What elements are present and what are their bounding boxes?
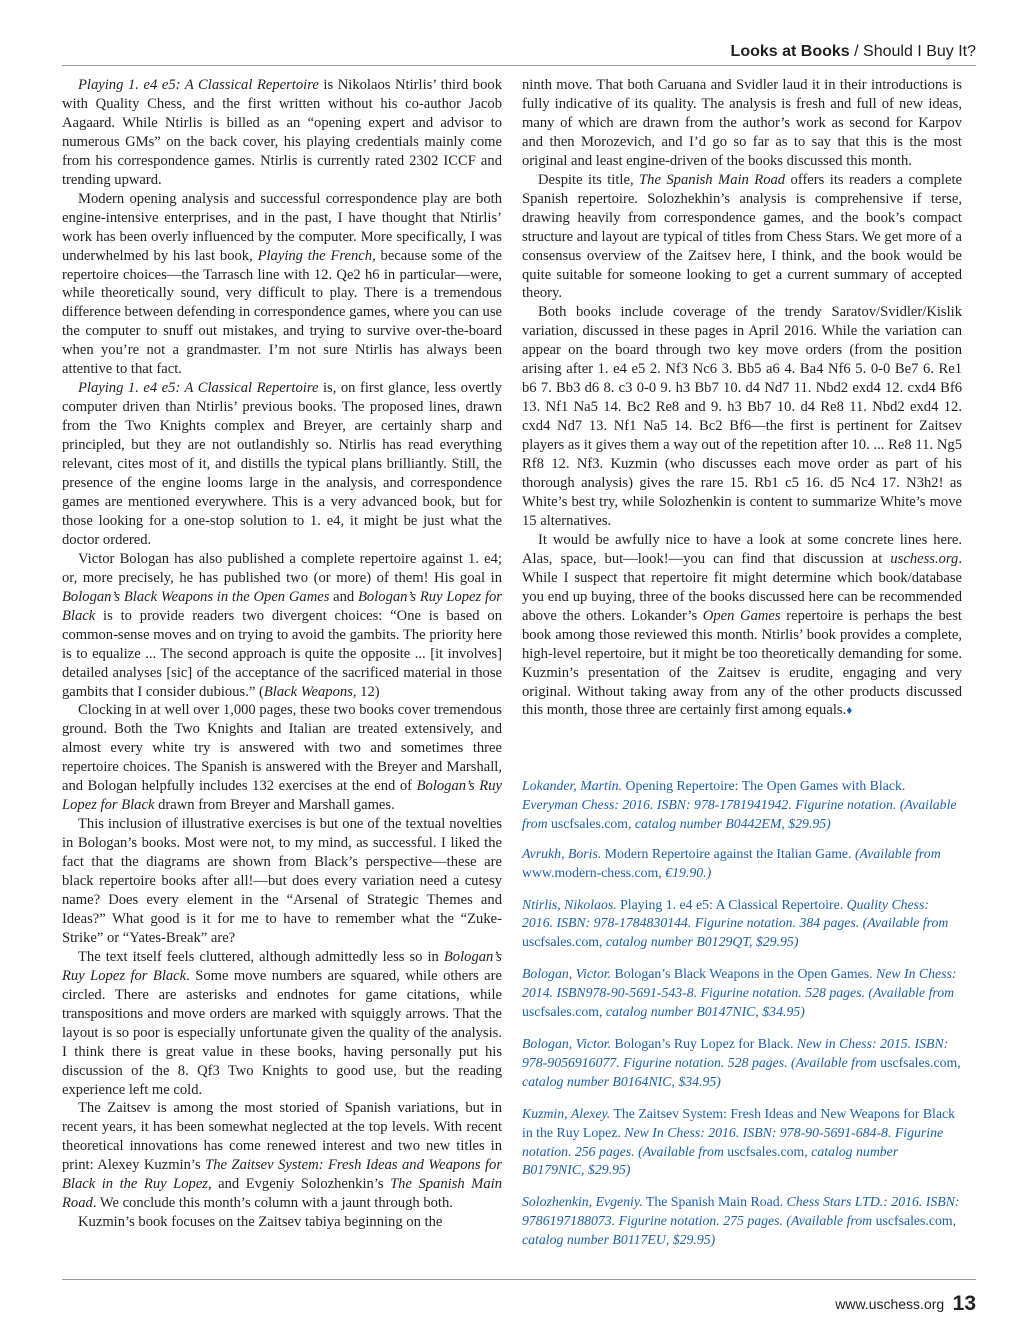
bib-tail: , catalog number B0117EU, $29.95) bbox=[522, 1213, 957, 1248]
bib-title: Bologan’s Ruy Lopez for Black. bbox=[611, 1035, 794, 1051]
paragraph-text: is, on first glance, less overtly computer driven than Ntirlis’ previous books. The proposed lines, drawn from the Two Knights complex and Breyer, are certainly sharp and principled, but they are not outlandishly so. Ntirlis has read everything relevant, cites most of it, and distills the typical plans brilliantly. Still, the presence of the engine looms large in the analysis, and correspondence games are mentioned everywhere. This is a very advanced book, but for those looking for a one-stop solution to 1. e4, it might be just what the doctor ordered. bbox=[62, 380, 502, 548]
paragraph: ninth move. That both Caruana and Svidler laud it in their introductions is fully indicative of its quality. The analysis is fresh and full of new ideas, many of which are drawn from the author’s work as second for Karpov and then Morozevich, and I’d go so far as to say that this is the most original and least engine-driven of the books discussed this month. bbox=[522, 77, 962, 169]
bib-details: New In Chess: 2014. ISBN978-90-5691-543-8. Figurine notation. 528 pages. (Available from bbox=[522, 966, 957, 1001]
paragraph-text: It would be awfully nice to have a look at some concrete lines here. Alas, space, but—look!—you can find that discussion at bbox=[522, 531, 962, 567]
bibliography-entry bbox=[522, 1105, 962, 1181]
header-subtitle: Should I Buy It? bbox=[863, 43, 976, 60]
footer-rule bbox=[62, 1279, 976, 1280]
end-mark-icon: ♦ bbox=[846, 703, 853, 718]
bibliography-entry bbox=[522, 1035, 962, 1092]
bib-author: Solozhenkin, Evgeniy. bbox=[522, 1194, 643, 1210]
bib-details: Quality Chess: 2016. ISBN: 978-1784830144. Figurine notation. 384 pages. (Available from bbox=[522, 896, 949, 931]
bib-title: The Spanish Main Road. bbox=[642, 1194, 784, 1210]
bib-details: New in Chess: 2015. ISBN: 978-9056916077. Figurine notation. 528 pages. (Available from bbox=[522, 1035, 949, 1070]
paragraph-text: and bbox=[329, 588, 358, 605]
bib-details: New In Chess: 2016. ISBN: 978-90-5691-684-8. Figurine notation. 256 pages. (Available from bbox=[522, 1124, 944, 1159]
running-header bbox=[731, 43, 976, 61]
bib-title: Playing 1. e4 e5: A Classical Repertoire. bbox=[616, 896, 844, 912]
paragraph-text: . While I suspect that repertoire fit might determine which book/database you end up buying, three of the books discussed here can be recommended above the others. Lokander’s bbox=[522, 550, 962, 624]
paragraph-text: Modern opening analysis and successful correspondence play are both engine-intensive enterprises, and in the past, I have thought that Ntirlis’ work has been overly influenced by the computer. More specifically, I was underwhelmed by his last book, bbox=[62, 190, 502, 264]
paragraph-text: Despite its title, bbox=[538, 171, 640, 188]
paragraph-text: is to provide readers two divergent choices: “One is based on common-sense moves and on trying to avoid the gambits. The priority here is to equalize ... The second approach is quite the opposite ... [it involves] detailed analyses [sic] of the acceptance of the sacrificed material in those gambits that I consider dubious.” ( bbox=[62, 607, 502, 700]
paragraph bbox=[62, 76, 502, 190]
bib-title: The Zaitsev System: Fresh Ideas and New Weapons for Black in the Ruy Lopez. bbox=[522, 1105, 956, 1140]
bib-tail: , catalog number B0147NIC, $34.95) bbox=[599, 1004, 805, 1020]
bib-title: Bologan’s Black Weapons in the Open Games. bbox=[611, 966, 873, 982]
paragraph-text: , and Evgeniy Solozhenkin’s bbox=[207, 1176, 391, 1193]
book-title: The Zaitsev System: Fresh Ideas and Weapons for Black in the Ruy Lopez bbox=[62, 1157, 502, 1193]
bib-author: Avrukh, Boris. bbox=[522, 845, 602, 861]
book-title: Playing the French bbox=[257, 247, 373, 264]
paragraph bbox=[62, 550, 502, 702]
paragraph bbox=[62, 701, 502, 815]
bib-tail: , catalog number B0442EM, $29.95) bbox=[628, 815, 831, 831]
bib-site-link[interactable]: uscfsales.com bbox=[522, 934, 600, 950]
bib-tail: , €19.90.) bbox=[658, 864, 712, 880]
paragraph bbox=[522, 171, 962, 304]
bibliography bbox=[522, 777, 962, 1263]
book-title: Bologan’s Black Weapons in the Open Games bbox=[62, 588, 330, 605]
book-title: Bologan’s Ruy Lopez for Black bbox=[62, 778, 502, 814]
bib-title: Modern Repertoire against the Italian Game. bbox=[601, 845, 852, 861]
paragraph-text: . We conclude this month’s column with a jaunt through both. bbox=[92, 1195, 453, 1212]
book-title: Bologan’s Ruy Lopez for Black bbox=[62, 948, 502, 984]
paragraph-text: offers its readers a complete Spanish repertoire. Solozhekhin’s analysis is comprehensive if terse, drawing heavily from correspondence games, and the book’s compact structure and layout are typical of titles from Chess Stars. We get more of a consensus overview of the Zaitsev here, I think, and the book would be quite suitable for someone looking to get a current summary of accepted theory. bbox=[522, 171, 962, 302]
page-footer bbox=[835, 1292, 976, 1316]
book-title: Black Weapons bbox=[263, 683, 353, 700]
paragraph-text: Victor Bologan has also published a complete repertoire against 1. e4; or, more precisely, he has published two (or more) of them! His goal in bbox=[62, 550, 502, 586]
bib-site-link[interactable]: uscfsales.com bbox=[727, 1143, 805, 1159]
paragraph-text: repertoire is perhaps the best book among those reviewed this month. Ntirlis’ book provides a complete, high-level repertoire, but it might be too theoretically demanding for some. Kuzmin’s presentation of the Zaitsev is erudite, engaging and very original. Without taking away from any of the other products discussed this month, those three are certainly first among equals. bbox=[522, 607, 962, 719]
footer-url[interactable]: www.uschess.org bbox=[835, 1296, 945, 1312]
bibliography-entry bbox=[522, 965, 962, 1022]
left-column bbox=[62, 76, 502, 1232]
bib-site-link[interactable]: www.modern-chess.com bbox=[522, 864, 659, 880]
paragraph-text: The Zaitsev is among the most storied of Spanish variations, but in recent years, it has been somewhat neglected at the top levels. With recent theoretical innovations has come renewed interest and two new titles in print: Alexey Kuzmin’s bbox=[62, 1100, 502, 1174]
bib-details: Everyman Chess: 2016. ISBN: 978-1781941942. Figurine notation. (Available from bbox=[522, 796, 957, 831]
header-section: Looks at Books bbox=[730, 43, 850, 60]
bib-title: Opening Repertoire: The Open Games with Black. bbox=[622, 778, 906, 793]
right-column bbox=[522, 76, 962, 720]
bibliography-entry bbox=[522, 1193, 962, 1250]
bib-author: Kuzmin, Alexey. bbox=[522, 1105, 611, 1121]
bib-site-link[interactable]: uscfsales.com bbox=[875, 1213, 953, 1229]
paragraph: This inclusion of illustrative exercises is but one of the textual novelties in Bologan’s books. Most were not, to my mind, as successful. I liked the fact that the diagrams are shown from Black’s perspective—these are black repertoire books after all!—but does every variation need a cutesy name? Does every element in the “Arsenal of Strategic Themes and Ideas?” What good is it for me to have to remember what the “Zuke-Strike” or “Yates-Break” are? bbox=[62, 816, 502, 946]
book-title: Playing 1. e4 e5: A Classical Repertoire bbox=[78, 77, 319, 93]
bib-author: Ntirlis, Nikolaos. bbox=[522, 896, 617, 912]
book-title: Playing 1. e4 e5: A Classical Repertoire bbox=[78, 380, 319, 397]
book-title: Bologan’s Ruy Lopez for Black bbox=[62, 588, 502, 624]
bibliography-entry bbox=[522, 845, 962, 883]
bibliography-entry bbox=[522, 777, 962, 834]
bib-site-link[interactable]: uscfsales.com bbox=[551, 815, 629, 831]
paragraph-text: is Nikolaos Ntirlis’ third book with Quality Chess, and the first written without his co-author Jacob Aagaard. While Ntirlis is billed as an “opening expert and advisor to numerous GMs” on the back cover, his playing credentials mainly come from his correspondence games. Ntirlis is currently rated 2302 ICCF and trending upward. bbox=[62, 77, 502, 188]
paragraph bbox=[62, 379, 502, 550]
book-title: The Spanish Main Road bbox=[62, 1176, 502, 1212]
paragraph-text: The text itself feels cluttered, although admittedly less so in bbox=[78, 948, 444, 965]
bib-tail: , catalog number B0179NIC, $29.95) bbox=[522, 1143, 899, 1178]
bib-details: Chess Stars LTD.: 2016. ISBN: 9786197188073. Figurine notation. 275 pages. (Available from bbox=[522, 1194, 960, 1229]
paragraph-text: . Some move numbers are squared, while others are circled. There are asterisks and endnotes for game citations, while transpositions and move orders are marked with squiggly arrows. That the layout is so poor is especially unfortunate given the quality of the analysis. I think there is great value in these books, having personally put his discussion of the 8. Qf3 Two Knights to good use, but the reading experience left me cold. bbox=[62, 967, 502, 1098]
bibliography-entry bbox=[522, 896, 962, 953]
bib-site-link[interactable]: uscfsales.com bbox=[880, 1054, 958, 1070]
header-rule bbox=[62, 65, 976, 66]
bib-details: (Available from bbox=[851, 845, 941, 861]
paragraph-text: Clocking in at well over 1,000 pages, these two books cover tremendous ground. Both the Two Knights and Italian are treated extensively, and almost every white try is answered with two and sometimes three repertoire choices. The Spanish is answered with the Breyer and Marshall, and Bologan helpfully includes 132 exercises at the end of bbox=[62, 702, 502, 795]
paragraph: Kuzmin’s book focuses on the Zaitsev tabiya beginning on the bbox=[78, 1214, 443, 1231]
paragraph bbox=[62, 948, 502, 1100]
bib-author: Lokander, Martin. bbox=[522, 778, 623, 793]
paragraph bbox=[522, 531, 962, 721]
book-title: The Spanish Main Road bbox=[639, 171, 786, 188]
page-number: 13 bbox=[952, 1292, 976, 1315]
site-link[interactable]: uschess.org bbox=[890, 550, 959, 567]
bib-site-link[interactable]: uscfsales.com bbox=[522, 1004, 600, 1020]
paragraph-text: , 12) bbox=[352, 683, 380, 700]
bib-tail: , catalog number B0164NIC, $34.95) bbox=[522, 1054, 961, 1089]
paragraph bbox=[62, 190, 502, 380]
header-separator: / bbox=[849, 43, 864, 60]
paragraph-text: , because some of the repertoire choices—the Tarrasch line with 12. Qe2 h6 in particular—were, while theoretically sound, very difficult to play. There is a tremendous difference between defending in correspondence games, where you can use the computer to snuff out mistakes, and trying to survive over-the-board when you’re not a grandmaster. I’m not sure Ntirlis has always been attentive to that fact. bbox=[62, 247, 502, 378]
paragraph-text: drawn from Breyer and Marshall games. bbox=[154, 797, 395, 814]
book-title: Open Games bbox=[702, 607, 781, 624]
bib-author: Bologan, Victor. bbox=[522, 1035, 612, 1051]
paragraph: Both books include coverage of the trendy Saratov/Svidler/Kislik variation, discussed in these pages in April 2016. While the variation can appear on the board through two key move orders (from the position arising after 1. e4 e5 2. Nf3 Nc6 3. Bb5 a6 4. Ba4 Nf6 5. 0-0 Be7 6. Re1 b6 7. Bb3 d6 8. c3 0-0 9. h3 Bb7 10. d4 Nd7 11. Nbd2 exd4 12. cxd4 Bf6 13. Nf1 Na5 14. Bc2 Re8 and 9. h3 Bb7 10. d4 Re8 11. Nbd2 exd4 12. cxd4 Nd7 13. Nf1 Na5 14. Bc2 Bf6—the first is pertinent for Zaitsev players as it gives them a way out of the repetition after 10. ... Re8 11. Ng5 Rf8 12. Nf3. Kuzmin (who discusses each move order as part of his thorough analysis) gives the rare 15. Rb1 c5 16. d5 Nc4 17. N3h2! as White’s best try, while Solozhenkin is content to summarize White’s move 15 alternatives. bbox=[522, 304, 962, 529]
bib-author: Bologan, Victor. bbox=[522, 966, 612, 982]
paragraph bbox=[62, 1099, 502, 1213]
bib-tail: , catalog number B0129QT, $29.95) bbox=[599, 934, 799, 950]
